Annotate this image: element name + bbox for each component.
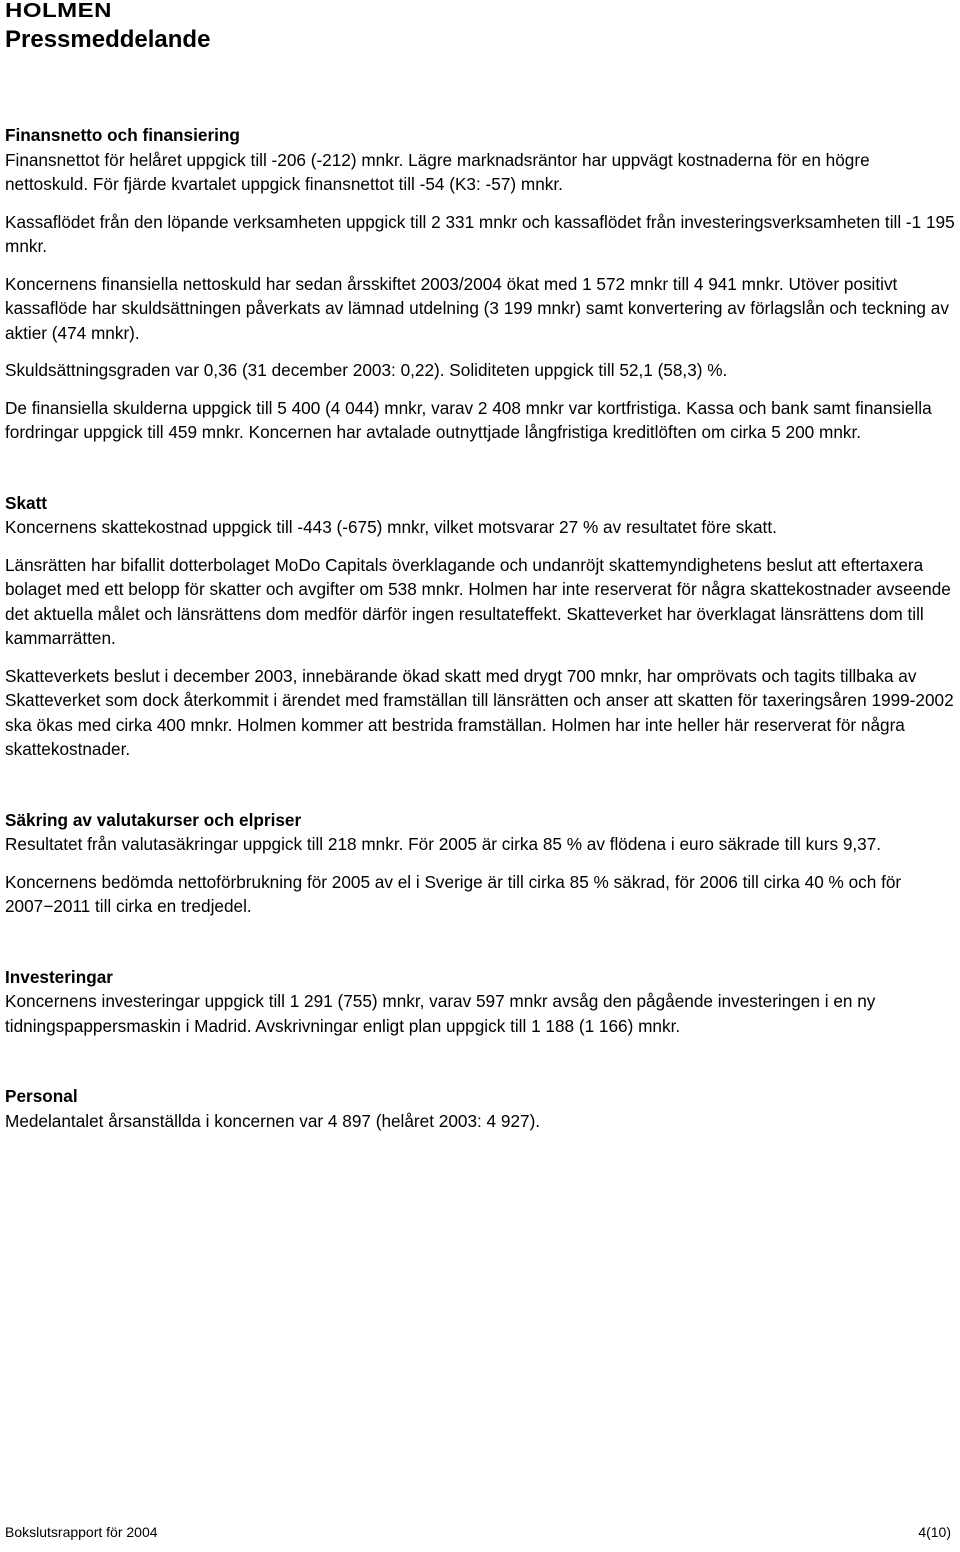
paragraph: Finansnettot för helåret uppgick till -206 (-212) mnkr. Lägre marknadsräntor har uppvägt kostnaderna för en högre nettoskuld. För fjärde kvartalet uppgick finansnettot till -54 (K3: -57) mnkr.	[5, 149, 870, 194]
section-finansnetto	[5, 123, 955, 445]
section-skatt	[5, 491, 955, 762]
paragraph: Koncernens finansiella nettoskuld har sedan årsskiftet 2003/2004 ökat med 1 572 mnkr till 4 941 mnkr. Utöver positivt kassaflöde har skuldsättningen påverkats av lämnad utdelning (3 199 mnkr) samt konvertering av förlagslån och teckning av aktier (474 mnkr).	[5, 273, 949, 343]
section-heading: Säkring av valutakurser och elpriser	[5, 809, 302, 830]
section-heading: Personal	[5, 1086, 78, 1106]
paragraph: Medelantalet årsanställda i koncernen var 4 897 (helåret 2003: 4 927).	[5, 1110, 541, 1131]
document-body	[5, 123, 955, 1179]
paragraph: Koncernens bedömda nettoförbrukning för 2005 av el i Sverige är till cirka 85 % säkrad, för 2006 till cirka 40 % och för 2007−2011 till cirka en tredjedel.	[5, 871, 902, 916]
section-heading: Skatt	[5, 492, 48, 513]
section-sakring	[5, 808, 955, 919]
paragraph: Skuldsättningsgraden var 0,36 (31 december 2003: 0,22). Soliditeten uppgick till 52,1 (58,3) %.	[5, 360, 728, 380]
section-personal	[5, 1084, 955, 1133]
holmen-logo: HOLMEN	[5, 0, 112, 23]
paragraph: Koncernens investeringar uppgick till 1 291 (755) mnkr, varav 597 mnkr avsåg den pågående investeringen i en ny tidningspappersmaskin i Madrid. Avskrivningar enligt plan uppgick till 1 188 (1 166) mnkr.	[5, 991, 876, 1036]
paragraph: De finansiella skulderna uppgick till 5 400 (4 044) mnkr, varav 2 408 mnkr var kortfristiga. Kassa och bank samt finansiella fordringar uppgick till 459 mnkr. Koncernen har avtalade outnyttjade långfristiga kreditlöften om cirka 5 200 mnkr.	[5, 397, 932, 442]
paragraph: Koncernens skattekostnad uppgick till -443 (-675) mnkr, vilket motsvarar 27 % av resultatet före skatt.	[5, 517, 777, 537]
section-investeringar	[5, 965, 955, 1039]
footer-report-title: Bokslutsrapport för 2004	[5, 1524, 158, 1540]
footer-page-number: 4(10)	[918, 1524, 951, 1540]
document-type-title: Pressmeddelande	[5, 26, 211, 53]
paragraph: Resultatet från valutasäkringar uppgick till 218 mnkr. För 2005 är cirka 85 % av flödena i euro säkrade till kurs 9,37.	[5, 834, 882, 854]
paragraph: Kassaflödet från den löpande verksamheten uppgick till 2 331 mnkr och kassaflödet från investeringsverksamheten till -1 195 mnkr.	[5, 211, 955, 256]
section-heading: Finansnetto och finansiering	[5, 125, 240, 145]
paragraph: Skatteverkets beslut i december 2003, innebärande ökad skatt med drygt 700 mnkr, har omprövats och tagits tillbaka av Skatteverket som dock återkommit i ärendet med framställan till länsrätten och anser att skatten för taxeringsåren 1999-2002 ska ökas med cirka 400 mnkr. Holmen kommer att bestrida framställan. Holmen har inte heller här reserverat för några skattekostnader.	[5, 665, 954, 759]
paragraph: Länsrätten har bifallit dotterbolaget MoDo Capitals överklagande och undanröjt skattemyndighetens beslut att eftertaxera bolaget med ett belopp för skatter och avgifter om 538 mnkr. Holmen har inte reserverat för några skattekostnader avseende det aktuella målet och länsrättens dom medför därför ingen resultateffekt. Skatteverket har överklagat länsrättens dom till kammarrätten.	[5, 554, 951, 648]
section-heading: Investeringar	[5, 966, 113, 987]
